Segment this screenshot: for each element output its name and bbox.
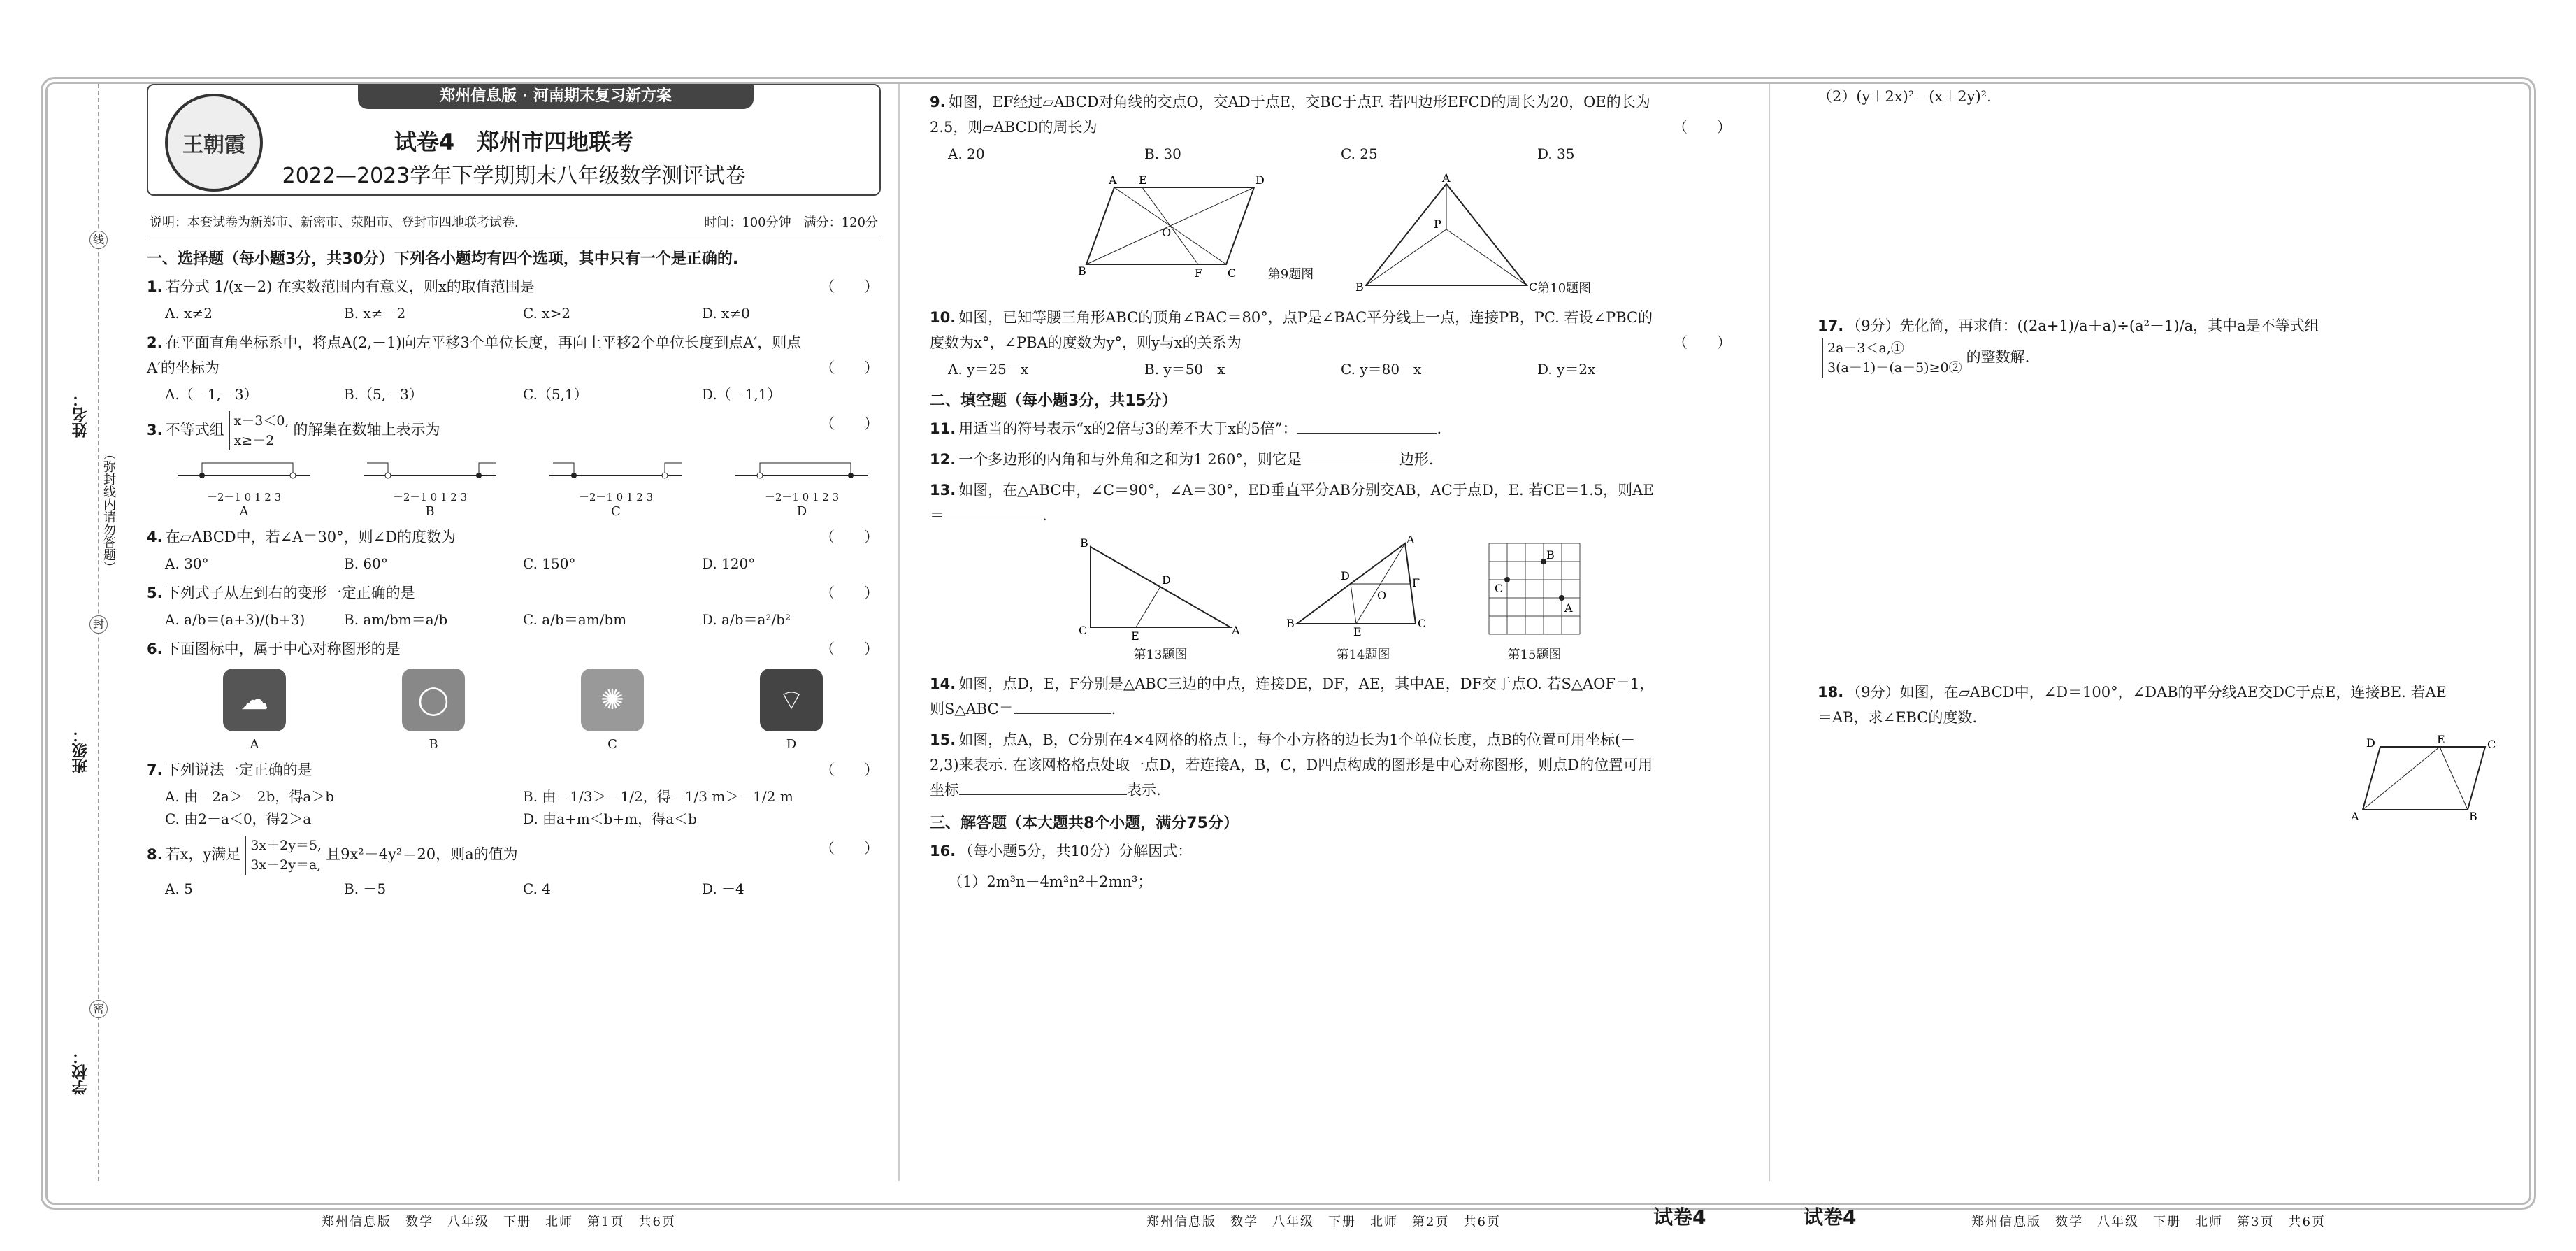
q7-option-a: A. 由－2a＞－2b，得a＞b (165, 788, 335, 805)
q8-sys1: 3x＋2y＝5, (250, 838, 322, 853)
q8-system (245, 836, 322, 875)
q8-options (165, 878, 881, 900)
right-triangle-figure (1077, 536, 1244, 641)
q18-number: 18. (1818, 684, 1844, 701)
q7-options-row1 (165, 785, 881, 808)
q1-answer-paren: （ ） (820, 278, 879, 295)
q2-options (165, 383, 881, 406)
svg-text:P: P (1434, 217, 1442, 231)
school-label: 学校： (72, 1049, 89, 1095)
q17-text: （9分）先化简，再求值：((2a+1)/a＋a)÷(a²－1)/a，其中a是不等式组 (1846, 317, 2319, 334)
q13-number: 13. (930, 482, 956, 499)
number-line-c (546, 455, 686, 489)
q3-pre: 不等式组 (165, 421, 224, 438)
svg-text:F: F (1194, 266, 1202, 278)
q4-option-c: C. 150° (523, 555, 576, 572)
number-line-a (174, 455, 314, 489)
q15-blank[interactable] (959, 794, 1127, 795)
exam-title: 试卷4 郑州市四地联考 (394, 129, 634, 155)
fig14-caption: 第14题图 (1336, 648, 1390, 662)
q8-post: 且9x²－4y²＝20，则a的值为 (326, 845, 518, 863)
name-label: 姓名： (72, 392, 89, 438)
question-16 (930, 838, 1734, 864)
q4-text: 在▱ABCD中，若∠A＝30°，则∠D的度数为 (165, 529, 456, 545)
answer-space-17[interactable] (1818, 380, 2517, 674)
q4-options (165, 552, 881, 575)
figures-9-10 (930, 173, 1734, 296)
grid-figure (1482, 536, 1587, 641)
q15-tail: 表示. (1127, 782, 1161, 799)
q3-tick-b: －2－1 0 1 2 3 (392, 491, 468, 503)
q7-option-b: B. 由－1/3＞－1/2，得－1/3 m＞－1/2 m (523, 788, 793, 805)
figure-9 (1072, 173, 1314, 296)
q3-label-c: C (611, 504, 621, 519)
q2-option-c: C.（5,1） (523, 386, 588, 403)
parallelogram-figure (1072, 173, 1268, 278)
q9-text: 如图，EF经过▱ABCD对角线的交点O，交AD于点E，交BC于点F. 若四边形EFCD的周长为20，OE的长为2.5，则▱ABCD的周长为 (930, 94, 1650, 136)
binding-margin (56, 84, 133, 1181)
footer-page-3: 郑州信息版 数学 八年级 下册 北师 第3页 共6页 (1971, 1215, 2326, 1229)
q2-text: 在平面直角坐标系中，将点A(2,－1)向左平移3个单位长度，再向上平移2个单位长度到点A′，则点A′的坐标为 (147, 334, 802, 376)
q11-number: 11. (930, 420, 956, 437)
svg-text:C: C (1529, 280, 1538, 292)
q11-blank[interactable] (1297, 433, 1437, 434)
question-12 (930, 447, 1734, 472)
question-5 (147, 580, 881, 606)
isosceles-triangle-figure (1355, 173, 1537, 292)
figure-14 (1286, 536, 1440, 663)
swirl-icon: ✺ (581, 669, 644, 731)
q5-option-b: B. am/bm＝a/b (344, 611, 448, 628)
class-label: 班级： (72, 727, 89, 773)
svg-text:D: D (2366, 736, 2375, 750)
wifi-icon: ⌔ (760, 669, 823, 731)
note-left: 说明：本套试卷为新郑市、新密市、荥阳市、登封市四地联考试卷. (150, 215, 519, 230)
q6-icon-options (165, 669, 881, 752)
q1-number: 1. (147, 278, 163, 295)
fig9-caption: 第9题图 (1267, 267, 1314, 282)
q14-tail: . (1111, 701, 1116, 717)
q3-tick-c: －2－1 0 1 2 3 (578, 491, 654, 503)
q10-options (948, 358, 1734, 380)
q6-choice-d (702, 669, 881, 752)
question-3 (147, 411, 881, 450)
q8-option-b: B. －5 (344, 880, 387, 897)
column-divider-2 (1769, 84, 1770, 1181)
seal-note: （弥封线内请勿答题） (99, 448, 117, 573)
svg-text:B: B (1080, 536, 1088, 550)
q8-option-a: A. 5 (165, 880, 193, 897)
svg-text:F: F (1412, 576, 1420, 589)
q12-number: 12. (930, 451, 956, 468)
exam-note (147, 206, 881, 238)
question-11 (930, 416, 1734, 441)
q5-number: 5. (147, 585, 163, 601)
q10-option-b: B. y＝50－x (1144, 361, 1225, 378)
question-18 (1818, 680, 2517, 730)
q10-text: 如图，已知等腰三角形ABC的顶角∠BAC＝80°，点P是∠BAC平分线上一点，连接PB，PC. 若设∠PBC的度数为x°，∠PBA的度数为y°，则y与x的关系为 (930, 309, 1653, 351)
search-ring-icon: ◯ (402, 669, 465, 731)
question-15 (930, 727, 1734, 803)
q8-sys2: 3x－2y＝a, (250, 857, 322, 873)
svg-text:O: O (1377, 589, 1387, 602)
q3-sys1: x－3＜0, (233, 413, 289, 429)
q11-text: 用适当的符号表示“x的2倍与3的差不大于x的5倍”： (958, 420, 1297, 437)
figure-13 (1077, 536, 1244, 663)
q2-option-a: A.（－1,－3） (165, 386, 258, 403)
answer-space-16[interactable] (1818, 112, 2517, 308)
q1-options (165, 302, 881, 324)
q3-number: 3. (147, 421, 163, 438)
q9-option-b: B. 30 (1144, 145, 1181, 162)
section-2-title: 二、填空题（每小题3分，共15分） (930, 392, 1177, 410)
exam-subtitle: 2022—2023学年下学期期末八年级数学测评试卷 (282, 164, 746, 188)
section-3-title: 三、解答题（本大题共8个小题，满分75分） (930, 815, 1239, 832)
q4-number: 4. (147, 529, 163, 545)
q3-label-a: A (239, 504, 249, 519)
q9-number: 9. (930, 94, 946, 110)
question-17 (1818, 313, 2517, 378)
question-10 (930, 305, 1734, 355)
fig15-caption: 第15题图 (1507, 648, 1562, 662)
q3-choice-b (351, 455, 509, 519)
q8-number: 8. (147, 845, 163, 863)
q8-answer-paren: （ ） (820, 840, 879, 857)
q16-part-1: （1）2m³n－4m²n²＋2mn³； (948, 873, 1153, 890)
column-divider-1 (898, 84, 900, 1181)
page-1 (147, 84, 881, 1181)
figures-13-15 (930, 536, 1734, 663)
footer-tag-left: 试卷4 (1653, 1206, 1706, 1229)
q7-number: 7. (147, 762, 163, 778)
svg-text:O: O (1161, 226, 1171, 239)
q6-label-d: D (786, 737, 797, 752)
svg-text:C: C (2487, 738, 2496, 751)
q9-option-c: C. 25 (1341, 145, 1378, 162)
q3-tick-d: －2－1 0 1 2 3 (764, 491, 840, 503)
q4-option-b: B. 60° (344, 555, 388, 572)
q5-options (165, 608, 881, 631)
figure-10 (1355, 173, 1591, 296)
q10-answer-paren: （ ） (1673, 334, 1732, 351)
q3-system (229, 411, 289, 450)
svg-text:C: C (1418, 617, 1427, 630)
q3-tick-a: －2－1 0 1 2 3 (206, 491, 282, 503)
q6-choice-a (165, 669, 344, 752)
question-14 (930, 671, 1734, 722)
svg-text:A: A (1442, 173, 1451, 185)
question-7 (147, 757, 881, 782)
q4-option-d: D. 120° (702, 555, 756, 572)
q3-sys2: x≥－2 (233, 433, 275, 448)
page-2 (930, 84, 1734, 1181)
q17-sys1: 2a－3＜a,① (1827, 341, 1904, 356)
q1-option-a: A. x≠2 (165, 305, 213, 322)
q5-answer-paren: （ ） (820, 585, 879, 601)
svg-text:D: D (1255, 173, 1265, 187)
q7-answer-paren: （ ） (820, 762, 879, 778)
q9-answer-paren: （ ） (1673, 119, 1732, 136)
q8-pre: 若x，y满足 (165, 845, 241, 863)
q2-number: 2. (147, 334, 163, 351)
svg-text:C: C (1227, 266, 1237, 278)
footer-page-1: 郑州信息版 数学 八年级 下册 北师 第1页 共6页 (322, 1215, 676, 1229)
wechat-icon: ☁ (223, 669, 286, 731)
q11-tail: . (1437, 420, 1442, 437)
svg-text:D: D (1341, 569, 1350, 582)
q12-text: 一个多边形的内角和与外角和之和为1 260°，则它是 (958, 451, 1302, 468)
question-1 (147, 274, 881, 299)
q5-option-a: A. a/b＝(a+3)/(b+3) (165, 611, 305, 628)
svg-text:A: A (1564, 601, 1573, 615)
logo-text: 王朝霞 (182, 133, 245, 157)
svg-text:E: E (2437, 733, 2445, 746)
svg-text:A: A (1232, 624, 1240, 637)
q13-tail: . (1042, 507, 1047, 524)
q3-post: 的解集在数轴上表示为 (293, 421, 440, 438)
q18-text: （9分）如图，在▱ABCD中，∠D＝100°，∠DAB的平分线AE交DC于点E，连接BE. 若AE＝AB，求∠EBC的度数. (1818, 684, 2447, 726)
figure-18 (1818, 733, 2503, 828)
q3-answer-paren: （ ） (820, 415, 879, 432)
q6-choice-b (344, 669, 523, 752)
q6-label-b: B (429, 737, 438, 752)
q10-option-d: D. y＝2x (1537, 361, 1596, 378)
q8-option-d: D. －4 (702, 880, 744, 897)
svg-text:A: A (1406, 536, 1415, 546)
q3-number-lines (165, 455, 881, 519)
q3-label-d: D (796, 504, 807, 519)
q10-option-c: C. y＝80－x (1341, 361, 1422, 378)
q8-option-c: C. 4 (523, 880, 552, 897)
svg-text:C: C (1495, 582, 1504, 595)
q10-number: 10. (930, 309, 956, 326)
question-8 (147, 836, 881, 875)
exam-header (147, 84, 881, 196)
q14-text: 如图，点D，E，F分别是△ABC三边的中点，连接DE，DF，AE，其中AE，DF交于点O. 若S△AOF＝1，则S△ABC＝ (930, 675, 1655, 717)
q17-sys2: 3(a－1)－(a－5)≥0② (1827, 360, 1962, 376)
q17-system (1822, 338, 1962, 378)
svg-text:B: B (1546, 548, 1555, 562)
q7-option-c: C. 由2－a＜0，得2＞a (165, 810, 312, 827)
question-13 (930, 478, 1734, 528)
footer-page-2: 郑州信息版 数学 八年级 下册 北师 第2页 共6页 (1146, 1215, 1501, 1229)
q1-option-b: B. x≠－2 (344, 305, 406, 322)
figure-15 (1482, 536, 1587, 663)
q7-option-d: D. 由a+m＜b+m，得a＜b (523, 810, 697, 827)
svg-text:B: B (2469, 810, 2477, 823)
svg-text:D: D (1162, 573, 1171, 587)
q3-choice-a (165, 455, 323, 519)
svg-text:B: B (1286, 617, 1295, 630)
q6-label-a: A (250, 737, 259, 752)
parallelogram-ae-figure (2349, 733, 2503, 824)
midpoint-triangle-figure (1286, 536, 1440, 641)
q5-option-c: C. a/b＝am/bm (523, 611, 627, 628)
section-1-title: 一、选择题（每小题3分，共30分）下列各小题均有四个选项，其中只有一个是正确的. (147, 250, 739, 268)
q9-option-a: A. 20 (948, 145, 985, 162)
svg-text:E: E (1131, 629, 1139, 641)
q7-text: 下列说法一定正确的是 (165, 762, 312, 778)
svg-text:A: A (2351, 810, 2359, 823)
q9-option-d: D. 35 (1537, 145, 1575, 162)
note-right: 时间：100分钟 满分：120分 (704, 215, 878, 230)
seal-mark-seal: 封 (89, 615, 108, 634)
q12-tail: 边形. (1399, 451, 1434, 468)
q3-label-b: B (425, 504, 435, 519)
svg-text:E: E (1138, 173, 1147, 187)
q7-options-row2 (165, 808, 881, 830)
q5-text: 下列式子从左到右的变形一定正确的是 (165, 585, 415, 601)
q6-choice-c (523, 669, 702, 752)
q2-option-b: B.（5,－3） (344, 386, 423, 403)
number-line-d (732, 455, 872, 489)
number-line-b (360, 455, 500, 489)
q4-option-a: A. 30° (165, 555, 209, 572)
q1-text: 若分式 1/(x－2) 在实数范围内有意义，则x的取值范围是 (165, 278, 535, 295)
q15-text: 如图，点A，B，C分别在4×4网格的格点上，每个小方格的边长为1个单位长度，点B的位置可用坐标(－2,3)来表示. 在该网格格点处取一点D，若连接A，B，C，D四点构成的图形是中心对称图形，则点D的位置可用坐标 (930, 731, 1653, 799)
q6-number: 6. (147, 641, 163, 657)
q16-text: （每小题5分，共10分）分解因式： (958, 843, 1193, 859)
q16-number: 16. (930, 843, 956, 859)
q14-blank[interactable] (1014, 713, 1111, 714)
q14-number: 14. (930, 675, 956, 692)
footer-tag-right: 试卷4 (1804, 1206, 1857, 1229)
q17-post: 的整数解. (1966, 348, 2030, 366)
page-3 (1818, 84, 2517, 1181)
q15-number: 15. (930, 731, 956, 748)
svg-text:A: A (1108, 173, 1117, 187)
q1-option-c: C. x>2 (523, 305, 571, 322)
q3-choice-d (723, 455, 881, 519)
header-banner: 郑州信息版 · 河南期末复习新方案 (358, 84, 754, 109)
q4-answer-paren: （ ） (820, 529, 879, 545)
q1-option-d: D. x≠0 (702, 305, 750, 322)
q2-answer-paren: （ ） (820, 359, 879, 376)
q13-text: 如图，在△ABC中，∠C＝90°，∠A＝30°，ED垂直平分AB分别交AB，AC于点D，E. 若CE＝1.5，则AE＝ (930, 482, 1654, 524)
q6-text: 下面图标中，属于中心对称图形的是 (165, 641, 401, 657)
q2-option-d: D.（－1,1） (702, 386, 782, 403)
question-9 (930, 90, 1734, 140)
svg-text:C: C (1079, 624, 1088, 637)
q10-option-a: A. y＝25－x (948, 361, 1029, 378)
question-4 (147, 524, 881, 550)
fig13-caption: 第13题图 (1133, 648, 1188, 662)
question-2 (147, 330, 881, 380)
q3-choice-c (537, 455, 695, 519)
q17-number: 17. (1818, 317, 1844, 334)
fig10-caption: 第10题图 (1537, 281, 1592, 296)
seal-mark-dense: 密 (89, 1000, 108, 1018)
q6-answer-paren: （ ） (820, 641, 879, 657)
question-6 (147, 636, 881, 662)
q6-label-c: C (607, 737, 617, 752)
seal-mark-line: 线 (89, 231, 108, 249)
svg-text:B: B (1355, 280, 1365, 292)
svg-text:E: E (1353, 625, 1362, 638)
q5-option-d: D. a/b＝a²/b² (702, 611, 791, 628)
svg-text:B: B (1077, 264, 1086, 278)
q9-options (948, 143, 1734, 165)
q16-part-2: （2）(y＋2x)²－(x＋2y)². (1818, 88, 1992, 105)
